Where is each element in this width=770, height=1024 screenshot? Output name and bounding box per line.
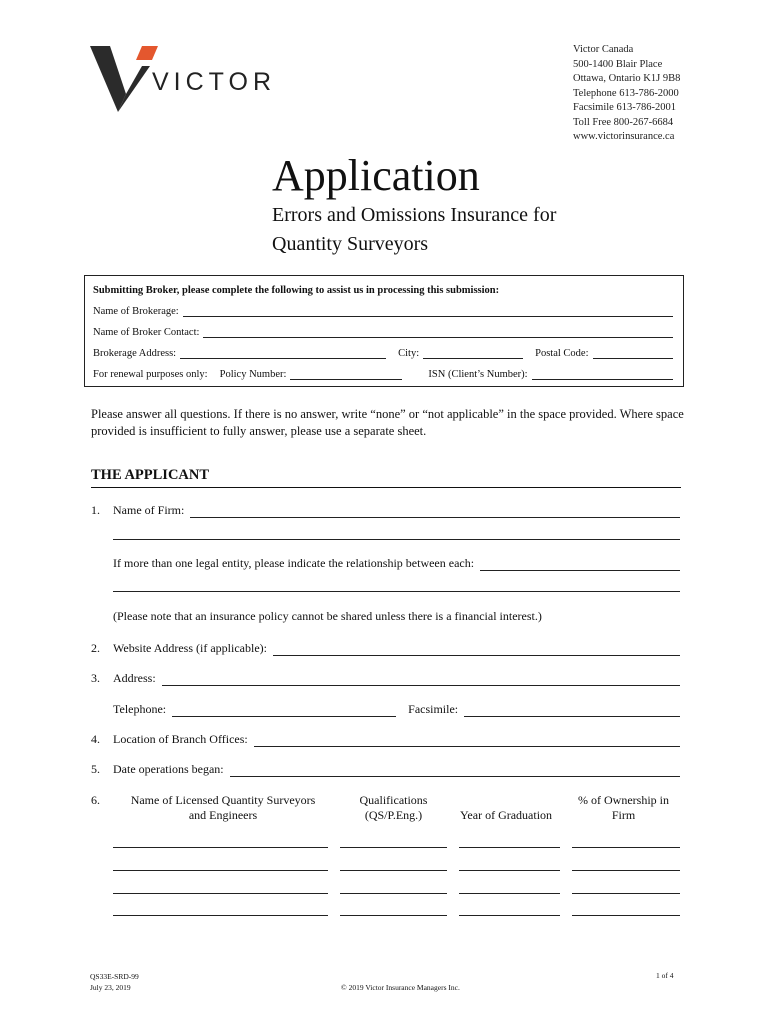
q6-graduation-year-field-row-2[interactable] bbox=[459, 870, 560, 871]
website-field[interactable] bbox=[273, 643, 680, 656]
legal-entity-label: If more than one legal entity, please indicate the relationship between each: bbox=[113, 556, 475, 570]
question-5-number: 5. bbox=[91, 762, 100, 776]
isn-label: ISN (Client’s Number): bbox=[428, 369, 528, 380]
contact-tollfree: Toll Free 800-267-6684 bbox=[573, 116, 674, 128]
city-field[interactable] bbox=[423, 348, 523, 359]
city-label: City: bbox=[398, 348, 420, 359]
question-1-row bbox=[113, 503, 680, 518]
phone-fax-row bbox=[113, 702, 680, 717]
q6-col-surveyors-line2: and Engineers bbox=[188, 808, 258, 822]
q6-surveyor-name-field-row-4[interactable] bbox=[113, 915, 328, 916]
brokerage-name-label: Name of Brokerage: bbox=[93, 306, 179, 317]
question-4-number: 4. bbox=[91, 732, 100, 746]
broker-heading: Submitting Broker, please complete the following to assist us in processing this submission: bbox=[93, 285, 500, 296]
firm-name-field-2[interactable] bbox=[113, 539, 680, 540]
q6-graduation-year-field-row-4[interactable] bbox=[459, 915, 560, 916]
postal-code-label: Postal Code: bbox=[535, 348, 589, 359]
footer-left bbox=[90, 971, 139, 993]
legal-entity-field[interactable] bbox=[480, 558, 680, 571]
broker-info-box bbox=[84, 275, 684, 387]
policy-number-label: Policy Number: bbox=[219, 369, 287, 380]
q6-col-ownership-line2: Firm bbox=[611, 808, 636, 822]
question-1-number: 1. bbox=[91, 503, 100, 517]
contact-street: 500-1400 Blair Place bbox=[573, 58, 663, 70]
footer-copyright: © 2019 Victor Insurance Managers Inc. bbox=[341, 983, 460, 992]
facsimile-field[interactable] bbox=[464, 704, 680, 717]
instructions-text: Please answer all questions. If there is no answer, write “none” or “not applicable” in the space provided. Where space provided is insufficient to fully answer, please use a separate sheet. bbox=[91, 407, 684, 438]
branch-offices-label: Location of Branch Offices: bbox=[113, 732, 248, 746]
q6-ownership-percent-field-row-4[interactable] bbox=[572, 915, 680, 916]
question-3-number: 3. bbox=[91, 671, 100, 685]
question-6-number: 6. bbox=[91, 793, 100, 807]
logo-wordmark: VICTOR bbox=[152, 68, 276, 96]
legal-entity-field-2[interactable] bbox=[113, 591, 680, 592]
q6-graduation-year-field-row-1[interactable] bbox=[459, 847, 560, 848]
contact-telephone: Telephone 613-786-2000 bbox=[573, 87, 679, 99]
broker-contact-row bbox=[93, 327, 673, 338]
policy-number-field[interactable] bbox=[290, 369, 402, 380]
q6-col-ownership-header bbox=[566, 793, 681, 823]
q6-col-qualifications-header bbox=[340, 793, 447, 823]
broker-contact-label: Name of Broker Contact: bbox=[93, 327, 200, 338]
subtitle-line-1: Errors and Omissions Insurance for bbox=[272, 204, 557, 226]
contact-website: www.victorinsurance.ca bbox=[573, 131, 675, 142]
legal-entity-row bbox=[113, 556, 680, 571]
facsimile-label: Facsimile: bbox=[408, 702, 459, 716]
brokerage-address-row bbox=[93, 348, 673, 359]
question-2-row bbox=[113, 641, 680, 656]
q6-surveyor-name-field-row-1[interactable] bbox=[113, 847, 328, 848]
operations-began-field[interactable] bbox=[230, 764, 680, 777]
telephone-field[interactable] bbox=[172, 704, 396, 717]
q6-qualifications-field-row-4[interactable] bbox=[340, 915, 447, 916]
website-label: Website Address (if applicable): bbox=[113, 641, 267, 655]
q6-col-surveyors-line1: Name of Licensed Quantity Surveyors bbox=[130, 793, 316, 807]
q6-col-surveyors-header bbox=[113, 793, 333, 823]
postal-code-field[interactable] bbox=[593, 348, 673, 359]
address-field[interactable] bbox=[162, 673, 680, 686]
q6-graduation-year-field-row-3[interactable] bbox=[459, 893, 560, 894]
q6-qualifications-field-row-3[interactable] bbox=[340, 893, 447, 894]
question-2-number: 2. bbox=[91, 641, 100, 655]
q6-col-graduation-header: Year of Graduation bbox=[459, 808, 553, 822]
q6-ownership-percent-field-row-2[interactable] bbox=[572, 870, 680, 871]
address-label: Address: bbox=[113, 671, 156, 685]
section-heading: THE APPLICANT bbox=[91, 467, 681, 488]
brokerage-name-row bbox=[93, 306, 673, 317]
question-4-row bbox=[113, 732, 680, 747]
contact-city: Ottawa, Ontario K1J 9B8 bbox=[573, 73, 681, 84]
q6-ownership-percent-field-row-3[interactable] bbox=[572, 893, 680, 894]
branch-offices-field[interactable] bbox=[254, 734, 680, 747]
q6-col-ownership-line1: % of Ownership in bbox=[578, 793, 669, 807]
contact-block bbox=[573, 43, 680, 145]
q6-qualifications-field-row-1[interactable] bbox=[340, 847, 447, 848]
subtitle-line-2: Quantity Surveyors bbox=[272, 233, 429, 255]
q6-qualifications-field-row-2[interactable] bbox=[340, 870, 447, 871]
q6-surveyor-name-field-row-2[interactable] bbox=[113, 870, 328, 871]
renewal-row bbox=[93, 369, 673, 380]
renewal-label: For renewal purposes only: bbox=[93, 369, 208, 380]
contact-company: Victor Canada bbox=[573, 44, 634, 55]
q6-col-qualifications-line2: (QS/P.Eng.) bbox=[364, 808, 423, 822]
brokerage-address-field[interactable] bbox=[180, 348, 386, 359]
victor-logo-mark bbox=[88, 42, 158, 114]
broker-contact-field[interactable] bbox=[203, 327, 673, 338]
brokerage-address-label: Brokerage Address: bbox=[93, 348, 177, 359]
contact-facsimile: Facsimile 613-786-2001 bbox=[573, 102, 676, 113]
question-3-row bbox=[113, 671, 680, 686]
page-title: Application bbox=[272, 151, 480, 200]
form-code: QS33E-SRD-99 bbox=[90, 972, 139, 981]
operations-began-label: Date operations began: bbox=[113, 762, 224, 776]
brokerage-name-field[interactable] bbox=[183, 306, 673, 317]
firm-name-label: Name of Firm: bbox=[113, 503, 185, 517]
q6-ownership-percent-field-row-1[interactable] bbox=[572, 847, 680, 848]
policy-sharing-note: (Please note that an insurance policy cannot be shared unless there is a financial interest.) bbox=[113, 609, 542, 623]
isn-field[interactable] bbox=[532, 369, 673, 380]
page-number: 1 of 4 bbox=[656, 971, 674, 980]
firm-name-field[interactable] bbox=[190, 505, 680, 518]
question-5-row bbox=[113, 762, 680, 777]
q6-surveyor-name-field-row-3[interactable] bbox=[113, 893, 328, 894]
q6-col-qualifications-line1: Qualifications bbox=[359, 793, 428, 807]
telephone-label: Telephone: bbox=[113, 702, 167, 716]
page-subtitle bbox=[272, 201, 556, 259]
form-date: July 23, 2019 bbox=[90, 983, 131, 992]
